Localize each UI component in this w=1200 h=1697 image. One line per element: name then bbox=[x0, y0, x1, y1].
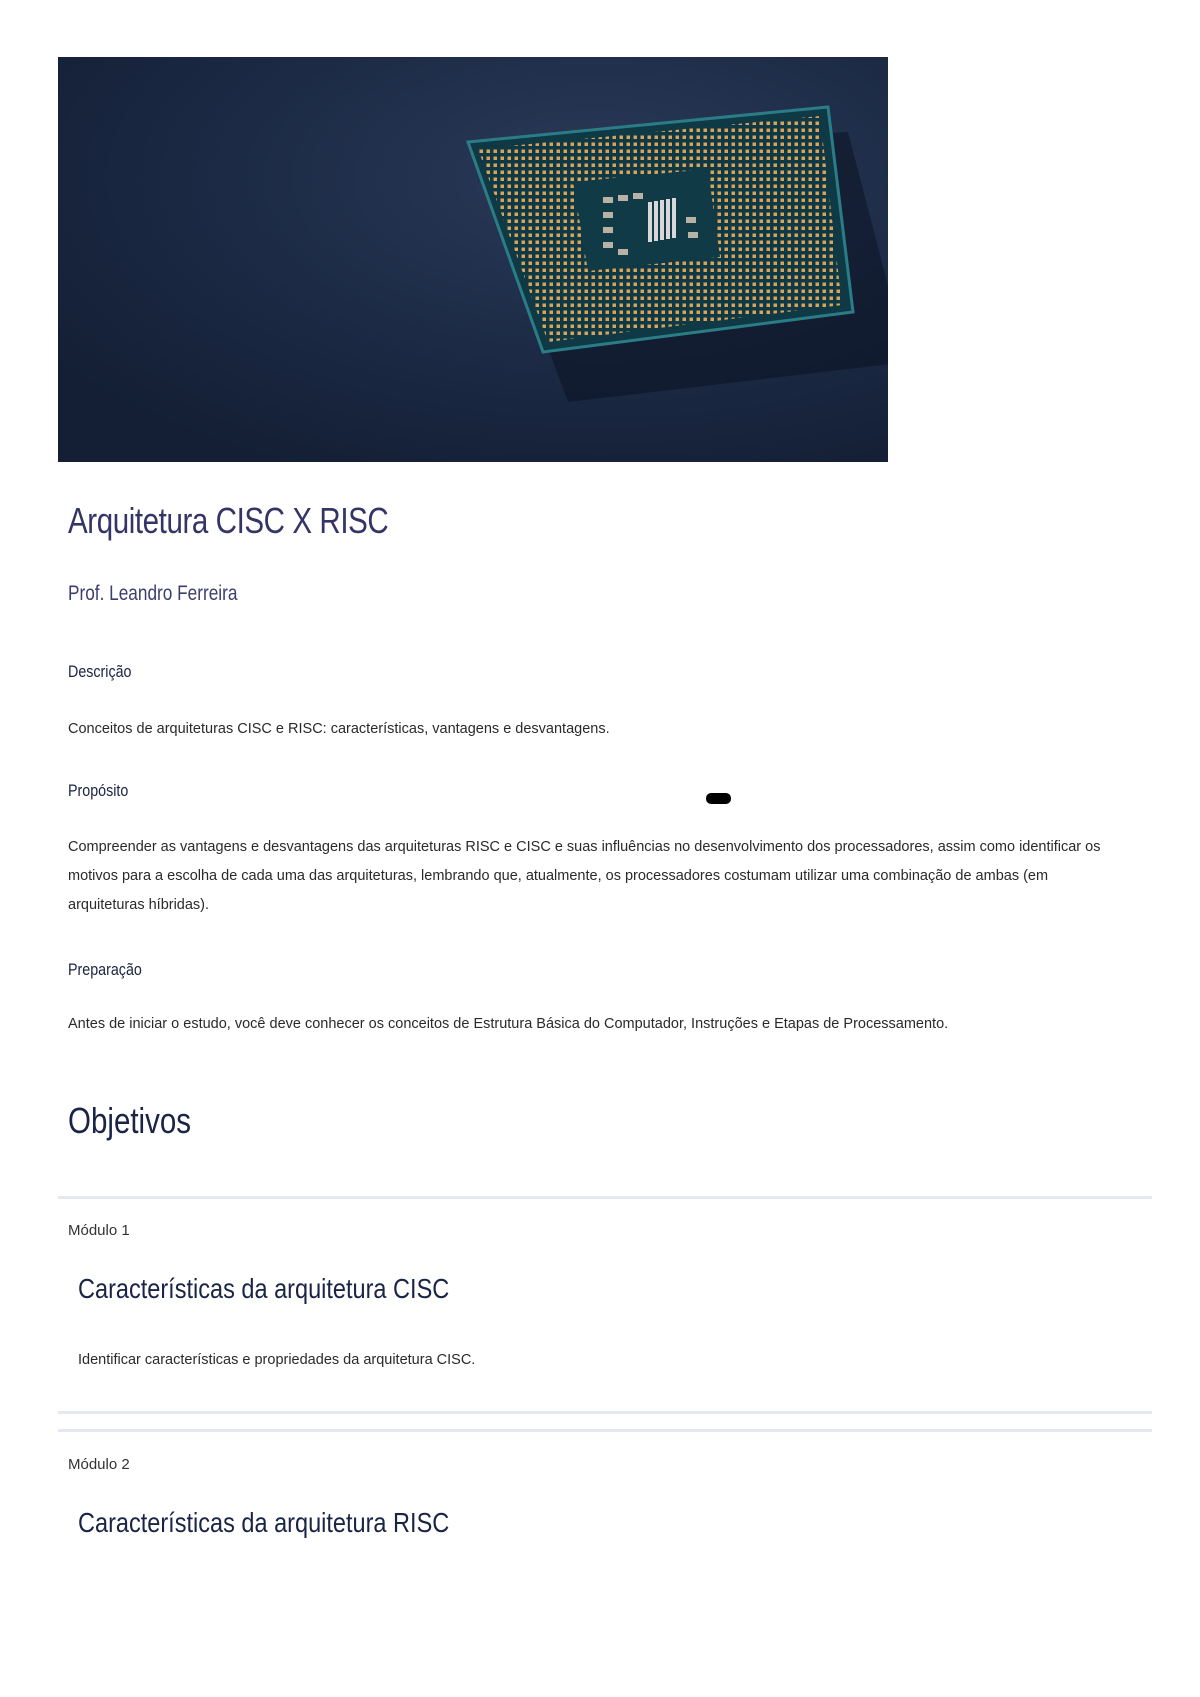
document-title: Arquitetura CISC X RISC bbox=[68, 500, 389, 541]
divider bbox=[58, 1429, 1152, 1432]
redaction-mark bbox=[706, 793, 731, 804]
objectives-heading: Objetivos bbox=[68, 1100, 192, 1141]
module-label: Módulo 2 bbox=[68, 1456, 130, 1473]
module-label: Módulo 1 bbox=[68, 1222, 130, 1239]
module-title: Características da arquitetura RISC bbox=[78, 1507, 450, 1538]
purpose-text: Compreender as vantagens e desvantagens das arquiteturas RISC e CISC e suas influências no desenvolvimento dos processadores, assim como identificar os motivos para a escolha de cada uma das arquiteturas, lembrando que, atualmente, os processadores costumam utilizar uma combinação de ambas (em arquiteturas híbridas). bbox=[68, 839, 1101, 913]
preparation-label: Preparação bbox=[68, 960, 142, 979]
description-label: Descrição bbox=[68, 662, 132, 681]
module-title: Características da arquitetura CISC bbox=[78, 1273, 450, 1304]
preparation-text: Antes de iniciar o estudo, você deve conhecer os conceitos de Estrutura Básica do Computador, Instruções e Etapas de Processamento. bbox=[68, 1016, 949, 1032]
author-name: Prof. Leandro Ferreira bbox=[68, 582, 238, 605]
hero-image-cpu bbox=[58, 57, 888, 462]
cpu-processor-illustration bbox=[58, 57, 888, 462]
divider bbox=[58, 1196, 1152, 1199]
purpose-label: Propósito bbox=[68, 781, 129, 800]
module-description: Identificar características e propriedades da arquitetura CISC. bbox=[78, 1352, 476, 1368]
description-text: Conceitos de arquiteturas CISC e RISC: características, vantagens e desvantagens. bbox=[68, 721, 610, 737]
divider bbox=[58, 1411, 1152, 1414]
